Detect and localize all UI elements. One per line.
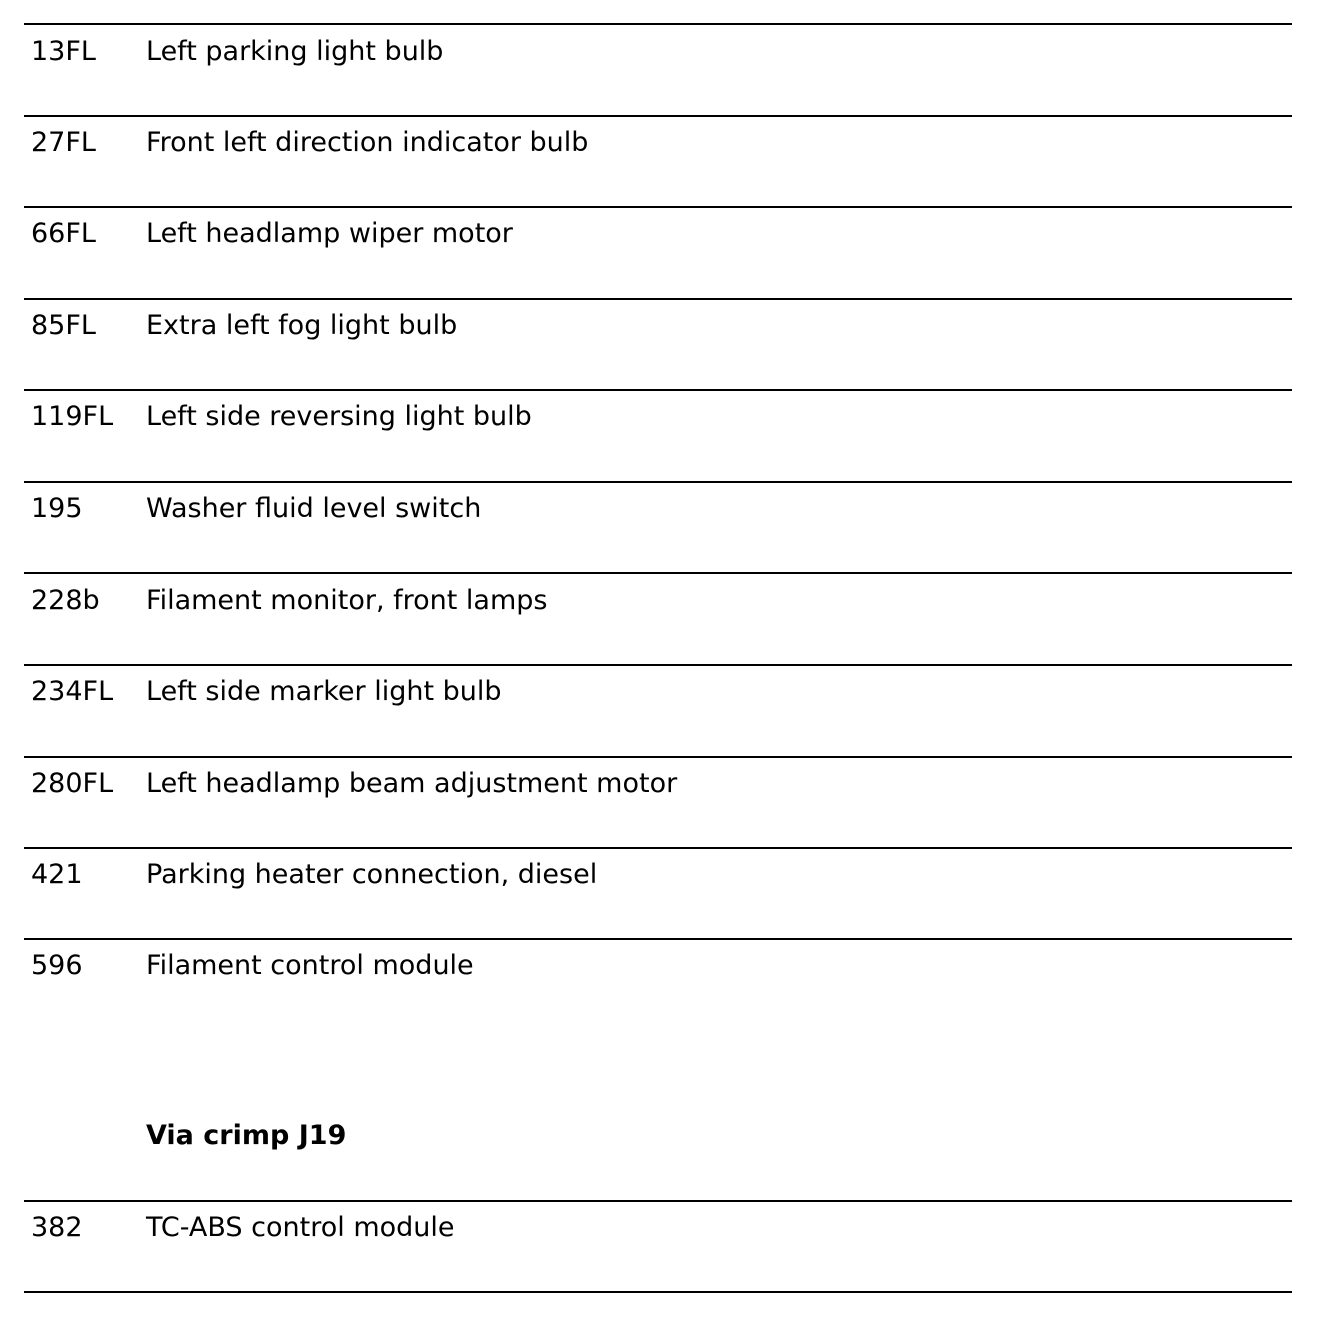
component-description: TC-ABS control module — [146, 1212, 455, 1243]
component-description: Left side marker light bulb — [146, 676, 502, 707]
row-divider — [24, 206, 1292, 208]
table-row — [0, 672, 1344, 712]
table-row — [0, 1208, 1344, 1248]
table-row — [0, 489, 1344, 529]
table-row — [0, 123, 1344, 163]
component-code: 85FL — [31, 310, 96, 341]
table-row — [0, 764, 1344, 804]
table-row — [0, 32, 1344, 72]
table-row — [0, 946, 1344, 986]
row-divider — [24, 847, 1292, 849]
component-code: 382 — [31, 1212, 83, 1243]
component-code: 195 — [31, 493, 83, 524]
row-divider — [24, 664, 1292, 666]
component-code: 27FL — [31, 127, 96, 158]
component-code: 280FL — [31, 768, 114, 799]
component-description: Filament control module — [146, 950, 474, 981]
component-code: 596 — [31, 950, 83, 981]
component-description: Extra left fog light bulb — [146, 310, 458, 341]
row-divider — [24, 1291, 1292, 1293]
row-divider — [24, 115, 1292, 117]
component-code: 66FL — [31, 218, 96, 249]
table-row — [0, 214, 1344, 254]
table-row — [0, 397, 1344, 437]
table-row — [0, 855, 1344, 895]
section-heading: Via crimp J19 — [146, 1120, 347, 1151]
component-description: Left headlamp beam adjustment motor — [146, 768, 678, 799]
component-description: Washer fluid level switch — [146, 493, 482, 524]
component-description: Left parking light bulb — [146, 36, 444, 67]
row-divider — [24, 481, 1292, 483]
row-divider — [24, 938, 1292, 940]
row-divider — [24, 389, 1292, 391]
component-description: Left side reversing light bulb — [146, 401, 532, 432]
component-code: 234FL — [31, 676, 114, 707]
component-code: 119FL — [31, 401, 114, 432]
table-row — [0, 581, 1344, 621]
row-divider — [24, 23, 1292, 25]
row-divider — [24, 298, 1292, 300]
table-row — [0, 306, 1344, 346]
component-description: Parking heater connection, diesel — [146, 859, 598, 890]
component-code: 228b — [31, 585, 100, 616]
component-description: Front left direction indicator bulb — [146, 127, 589, 158]
component-description: Filament monitor, front lamps — [146, 585, 548, 616]
row-divider — [24, 1200, 1292, 1202]
component-code: 421 — [31, 859, 83, 890]
component-code: 13FL — [31, 36, 96, 67]
row-divider — [24, 756, 1292, 758]
row-divider — [24, 572, 1292, 574]
component-description: Left headlamp wiper motor — [146, 218, 513, 249]
